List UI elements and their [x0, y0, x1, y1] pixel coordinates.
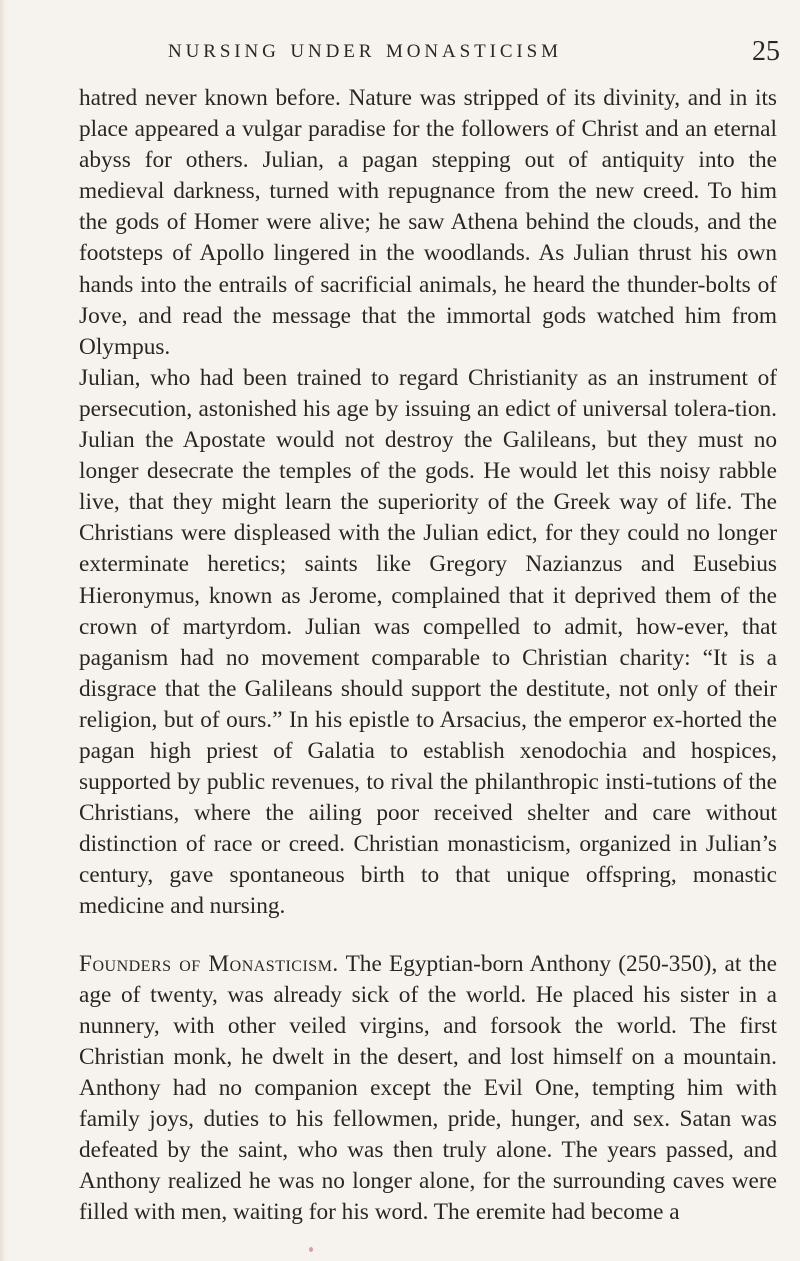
- running-head: NURSING UNDER MONASTICISM: [168, 41, 562, 62]
- page-left-edge: [0, 0, 6, 1261]
- section-heading: Founders of Monasticism.: [79, 950, 339, 977]
- ink-speck: [309, 1247, 313, 1252]
- paragraph-2: Julian, who had been trained to regard Christianity as an instrument of persecution, astonished his age by issuing an edict of universal tolera-tion. Julian the Apostate would not destroy the Galileans, but they must no longer desecrate the temples of the gods. He would let this noisy rabble live, that they might learn the superiority of the Greek way of life. The Christians were displeased with the Julian edict, for they could no longer exterminate heretics; saints like Gregory Nazianzus and Eusebius Hieronymus, known as Jerome, complained that it deprived them of the crown of martyrdom. Julian was compelled to admit, how-ever, that paganism had no movement comparable to Christian charity: “It is a disgrace that the Galileans should support the destitute, not only of their religion, but of ours.” In his epistle to Arsacius, the emperor ex-horted the pagan high priest of Galatia to establish xenodochia and hospices, supported by public revenues, to rival the philanthropic insti-tutions of the Christians, where the ailing poor received shelter and care without distinction of race or creed. Christian monasticism, organized in Julian’s century, gave spontaneous birth to that unique offspring, monastic medicine and nursing.: [79, 364, 777, 920]
- paragraph-3-text: The Egyptian-born Anthony (250-350), at the age of twenty, was already sick of the world. He placed his sister in a nunnery, with other veiled virgins, and forsook the world. The first Christian monk, he dwelt in the desert, and lost himself on a mountain. Anthony had no companion except the Evil One, tempting him with family joys, duties to his fellowmen, pride, hunger, and sex. Satan was defeated by the saint, who was then truly alone. The years passed, and Anthony realized he was no longer alone, for the surrounding caves were filled with men, waiting for his word. The eremite had become a: [79, 950, 777, 1226]
- page-header: [168, 35, 780, 69]
- paragraph-3: [79, 949, 777, 1229]
- page-number: 25: [752, 36, 780, 67]
- paragraph-1: hatred never known before. Nature was stripped of its divinity, and in its place appeared a vulgar paradise for the followers of Christ and an eternal abyss for others. Julian, a pagan stepping out of antiquity into the medieval darkness, turned with repugnance from the new creed. To him the gods of Homer were alive; he saw Athena behind the clouds, and the footsteps of Apollo lingered in the woodlands. As Julian thrust his own hands into the entrails of sacrificial animals, he heard the thunder-bolts of Jove, and read the message that the immortal gods watched him from Olympus.: [79, 85, 777, 360]
- body-text: [79, 83, 777, 1228]
